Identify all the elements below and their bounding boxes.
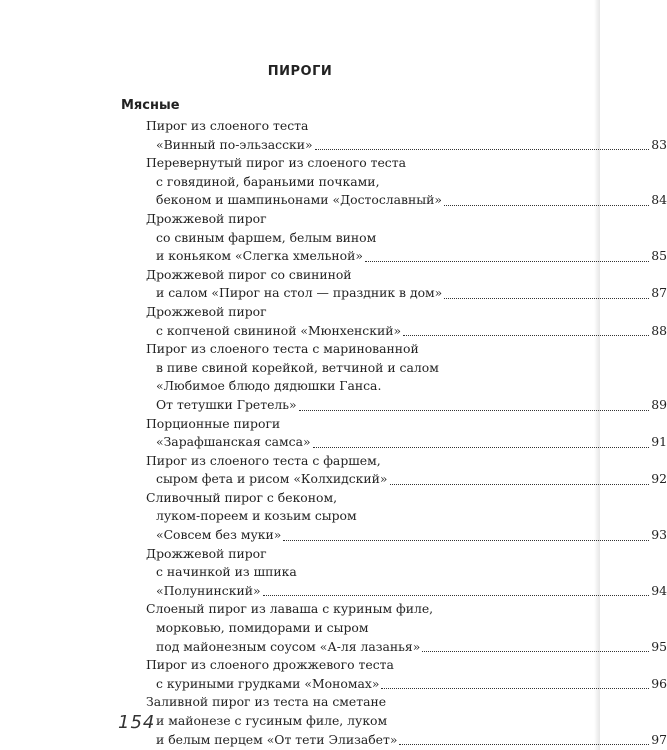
toc-page-number: 85: [651, 248, 667, 264]
toc-entry-line: [0, 526, 667, 545]
toc-entry-line: Пирог из слоеного теста с фаршем,: [146, 452, 381, 468]
toc-entry-line: луком-пореем и козьим сыром: [156, 508, 357, 524]
toc-page-number: 87: [651, 285, 667, 301]
toc-entry-line: [0, 638, 667, 657]
toc-entry: [0, 117, 667, 154]
toc-entry-text: и белым перцем «От тети Элизабет»: [156, 731, 398, 747]
toc-entry-line: в пиве свиной корейкой, ветчиной и салом: [156, 359, 439, 375]
dot-leader: [263, 594, 650, 596]
toc-page-number: 96: [651, 675, 667, 691]
toc-entry-line: «Любимое блюдо дядюшки Ганса.: [156, 378, 382, 394]
toc-entry-text: «Совсем без муки»: [156, 527, 282, 543]
toc-entry-line: Дрожжевой пирог: [146, 545, 267, 561]
toc-entry-line: [0, 191, 667, 210]
toc-entry-text: «Винный по-эльзасски»: [156, 136, 313, 152]
toc-page-number: 89: [651, 396, 667, 412]
toc-entry-line: [0, 731, 667, 750]
toc-page-number: 92: [651, 471, 667, 487]
toc-entry-line: Дрожжевой пирог: [146, 210, 267, 226]
toc-entry-text: и коньяком «Слегка хмельной»: [156, 248, 363, 264]
toc-entry-text: с куриными грудками «Мономах»: [156, 675, 380, 691]
dot-leader: [365, 260, 649, 262]
toc-entry-line: Сливочный пирог с беконом,: [146, 489, 338, 505]
toc-entry-line: морковью, помидорами и сыром: [156, 620, 369, 636]
dot-leader: [444, 204, 649, 206]
toc-entry-line: [0, 396, 667, 415]
toc-entry: [0, 489, 667, 545]
toc-entry-line: [0, 284, 667, 303]
page-number: 154: [118, 712, 156, 733]
toc-entry-text: сыром фета и рисом «Колхидский»: [156, 471, 388, 487]
dot-leader: [390, 483, 650, 485]
dot-leader: [299, 409, 650, 411]
toc-entry-text: От тетушки Гретель»: [156, 396, 297, 412]
toc-entry-line: [0, 433, 667, 452]
toc-entry-line: Пирог из слоеного теста: [146, 118, 309, 133]
toc-entry-line: Дрожжевой пирог со свининой: [146, 266, 352, 282]
toc-entry-line: [0, 322, 667, 341]
toc-entry-line: со свиным фаршем, белым вином: [156, 229, 377, 245]
dot-leader: [315, 148, 650, 150]
toc-entry-line: [0, 136, 667, 155]
dot-leader: [444, 297, 649, 299]
toc-entry: [0, 303, 667, 340]
dot-leader: [422, 650, 649, 652]
dot-leader: [313, 446, 650, 448]
toc-page-number: 95: [651, 638, 667, 654]
page-title: ПИРОГИ: [267, 64, 333, 79]
toc-entry-text: беконом и шампиньонами «Достославный»: [156, 192, 442, 208]
toc-entry: [0, 693, 667, 749]
toc-entry-text: с копченой свининой «Мюнхенский»: [156, 322, 402, 338]
toc-page-number: 97: [651, 731, 667, 747]
toc-entry: [0, 266, 667, 303]
toc-entry: [0, 154, 667, 210]
toc-entry-line: Пирог из слоеного теста с маринованной: [146, 341, 419, 357]
toc-entry: [0, 415, 667, 452]
toc-entry: [0, 340, 667, 414]
toc-page-number: 93: [651, 527, 667, 543]
toc-entry-line: с говядиной, бараньими почками,: [156, 173, 380, 189]
dot-leader: [283, 539, 649, 541]
toc-entry-line: [0, 470, 667, 489]
toc-entry: [0, 452, 667, 489]
toc-entry-text: «Зарафшанская самса»: [156, 434, 311, 450]
toc-entry-line: [0, 247, 667, 266]
toc-entry: [0, 545, 667, 601]
toc-page-number: 84: [651, 192, 667, 208]
toc-page-number: 83: [651, 136, 667, 152]
toc-entry-line: Заливной пирог из теста на сметане: [146, 694, 387, 710]
toc-entry-line: с начинкой из шпика: [156, 564, 297, 580]
toc-entry-line: Слоеный пирог из лаваша с куриным филе,: [146, 601, 434, 617]
toc-entry-line: [0, 582, 667, 601]
toc-entry-line: Порционные пироги: [146, 415, 281, 431]
toc-entry-text: и салом «Пирог на стол — праздник в дом»: [156, 285, 443, 301]
toc-entry: [0, 600, 667, 656]
toc-entry-line: и майонезе с гусиным филе, луком: [156, 713, 388, 728]
toc-entry-line: Перевернутый пирог из слоеного теста: [146, 155, 406, 171]
toc-page-number: 94: [651, 582, 667, 598]
toc-entry-line: Пирог из слоеного дрожжевого теста: [146, 657, 394, 673]
toc-entry: [0, 210, 667, 266]
dot-leader: [399, 743, 649, 745]
toc-entry-text: под майонезным соусом «А-ля лазанья»: [156, 638, 421, 654]
toc-page-number: 88: [651, 322, 667, 338]
table-of-contents: [0, 117, 667, 749]
toc-entry-text: «Полунинский»: [156, 582, 261, 598]
toc-page-number: 91: [651, 434, 667, 450]
section-heading: Мясные: [121, 98, 180, 113]
dot-leader: [403, 334, 649, 336]
dot-leader: [381, 687, 649, 689]
toc-entry: [0, 656, 667, 693]
toc-entry-line: Дрожжевой пирог: [146, 303, 267, 319]
toc-entry-line: [0, 675, 667, 694]
